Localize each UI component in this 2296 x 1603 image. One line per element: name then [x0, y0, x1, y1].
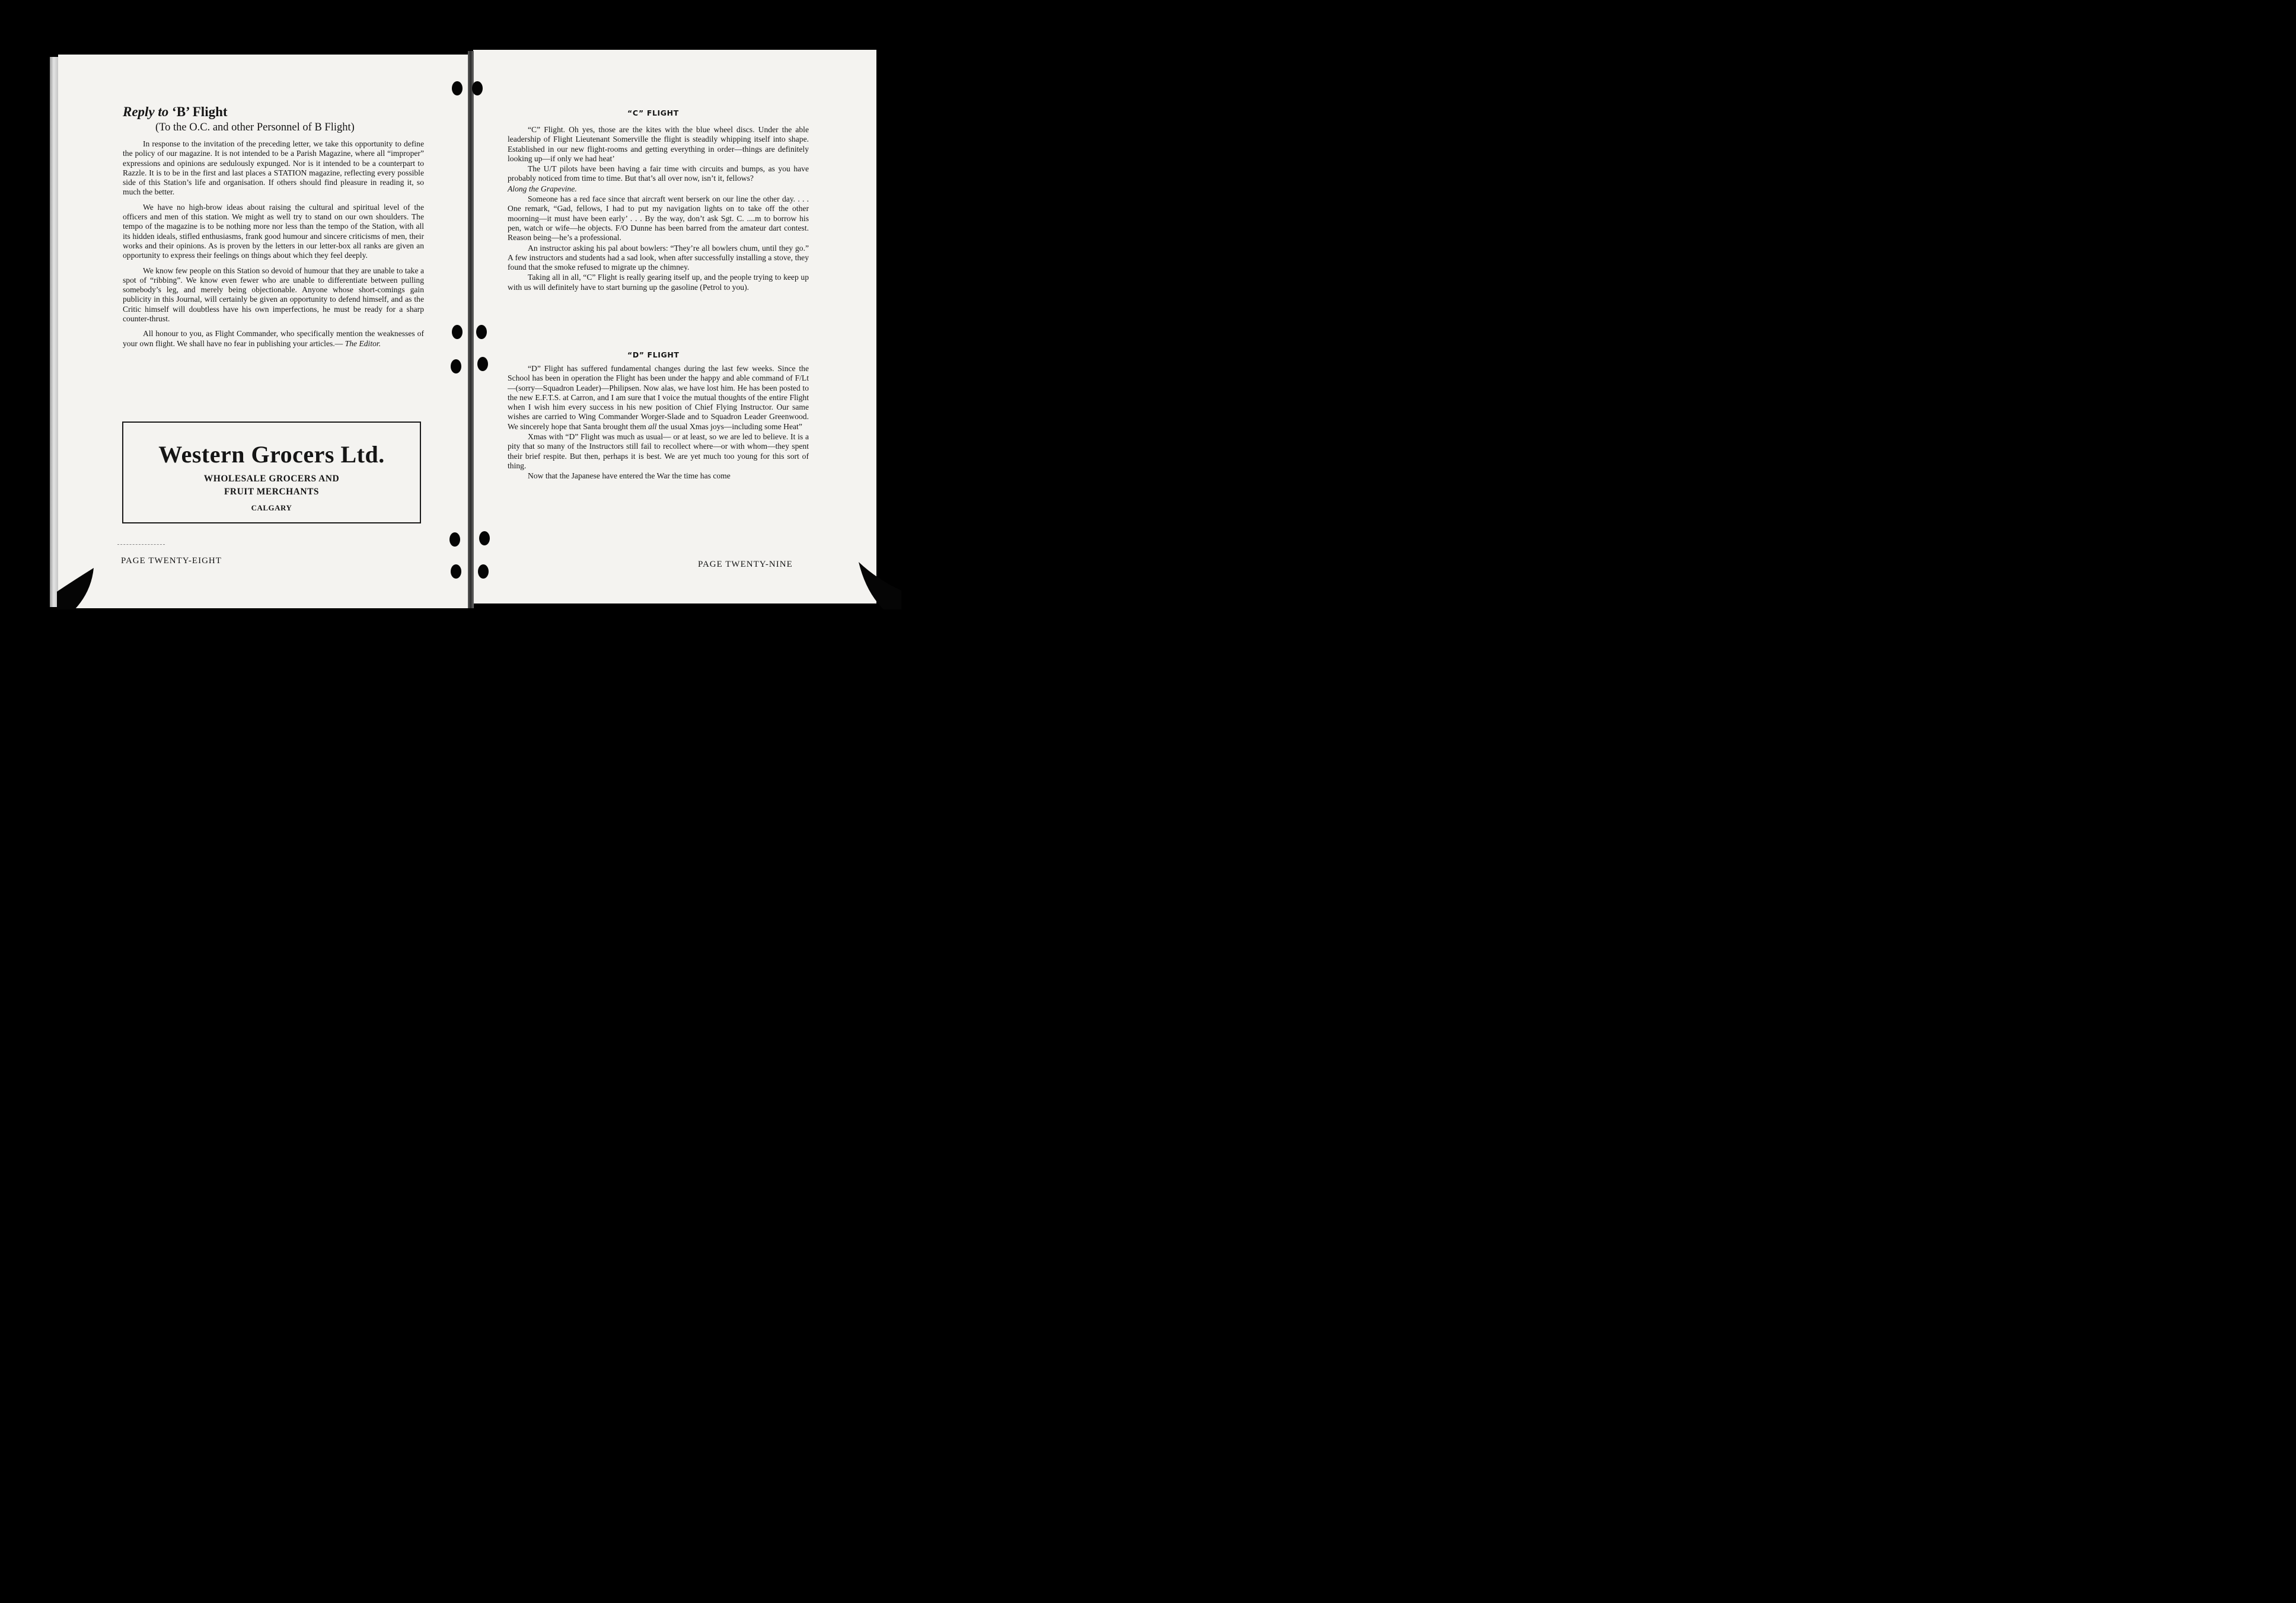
- article-title-italic: Reply to: [123, 104, 169, 119]
- paragraph: In response to the invitation of the preceding letter, we take this opportunity to define the policy of our magazine. It is not intended to be a Parish Magazine, where all “improper” expressions and opinions are sedulously expunged. Nor is it intended to be a counterpart to Razzle. It is to be in the first and last places a STATION magazine, reflecting every possible side of this Station’s life and organisation. If others should find pleasure in reading it, so much the better.: [123, 139, 424, 197]
- binding-hole: [451, 359, 461, 373]
- article-title-rest: ‘B’ Flight: [168, 104, 228, 119]
- grapevine-label: [508, 184, 809, 194]
- paragraph: Xmas with “D” Flight was much as usual— or at least, so we are led to believe. It is a pity that so many of the Instructors still fail to recollect where—or with whom—they spent their brief respite. But then, perhaps it is best. We are yet much too young for this sort of thing.: [508, 432, 809, 470]
- article-title: [123, 104, 228, 120]
- paragraph: We know few people on this Station so devoid of humour that they are unable to take a spot of “ribbing”. We know even fewer who are unable to differentiate between pulling somebody’s leg, and merely being objectionable. Anyone whose short-comings gain publicity in this Journal, will certainly be given an opportunity to defend himself, and as the Critic himself will doubtless have his own imperfections, he must be ready for a sharp counter-thrust.: [123, 266, 424, 324]
- advertisement: [122, 421, 421, 523]
- paragraph: The U/T pilots have been having a fair time with circuits and bumps, as you have probably noticed from time to time. But that’s all over now, isn’t it, fellows?: [508, 164, 809, 183]
- closing-text: All honour to you, as Flight Commander, who specifically mention the weaknesses of your own flight. We shall have no fear in publishing your articles.—: [123, 329, 424, 348]
- page-number-right: PAGE TWENTY-NINE: [698, 560, 793, 569]
- paragraph-emphasis: all: [648, 421, 657, 431]
- paragraph: [508, 364, 809, 432]
- page-clip-right: [854, 562, 901, 609]
- binding-hole: [451, 564, 461, 579]
- editor-signature: The Editor.: [345, 339, 381, 348]
- paragraph: Now that the Japanese have entered the War the time has come: [528, 471, 731, 481]
- d-flight-heading: “D” FLIGHT: [627, 350, 680, 359]
- closing-paragraph: [123, 329, 424, 349]
- paragraph: Someone has a red face since that aircraft went berserk on our line the other day. . . . One remark, “Gad, fellows, I had to put my navigation lights on to take off the other moorning—it must have been early’ . . . By the way, don’t ask Sgt. C. ....m to borrow his pen, watch or wife—he objects. F/O Dunne has been barred from the amateur dart contest. Reason being—he’s a professional.: [508, 194, 809, 242]
- paragraph: “C” Flight. Oh yes, those are the kites with the blue wheel discs. Under the able leadership of Flight Lieutenant Somerville the flight is steadily whipping itself into shape. Established in our new flight-rooms and getting everything in order—things are definitely looking up—if only we had heat’: [508, 125, 809, 163]
- paragraph: An instructor asking his pal about bowlers: “They’re all bowlers chum, until they go.” A few instructors and students had a sad look, when after successfully installing a stove, they found that the smoke refused to migrate up the chimney.: [508, 243, 809, 272]
- page-clip-left: [57, 568, 98, 609]
- left-article-body: [123, 139, 424, 354]
- c-flight-body: [508, 125, 809, 293]
- c-flight-heading: “C” FLIGHT: [627, 108, 679, 117]
- binding-hole: [472, 81, 483, 95]
- paragraph-text: the usual Xmas joys—including some Heat”: [656, 421, 802, 431]
- grapevine-label-text: Along the Grapevine.: [508, 184, 577, 193]
- paragraph: We have no high-brow ideas about raising the cultural and spiritual level of the officers and men of this station. We might as well try to stand on our own shoulders. The tempo of the magazine is to be nothing more nor less than the tempo of the Station, with all its hidden ideals, stifled enthusiasms, frank good humour and sincere criticisms of men, their works and their opinions. As is proven by the letters in our letter-box all ranks are given an opportunity to express their feelings on things about which they feel deeply.: [123, 202, 424, 260]
- ad-city: CALGARY: [251, 503, 292, 512]
- binding-hole: [479, 531, 490, 545]
- binding-hole: [452, 81, 463, 95]
- dotted-rule: [117, 544, 165, 545]
- ad-line-1: WHOLESALE GROCERS AND: [203, 474, 340, 484]
- binding-hole: [476, 325, 487, 339]
- article-subtitle: (To the O.C. and other Personnel of B Flight): [155, 122, 355, 133]
- page-number-left: PAGE TWENTY-EIGHT: [121, 556, 222, 566]
- binding-hole: [478, 564, 489, 579]
- d-flight-body: [508, 364, 809, 482]
- paragraph-text: “D” Flight has suffered fundamental changes during the last few weeks. Since the School has been in operation the Flight has been under the happy and able command of F/Lt—(sorry—Squadron Leader)—Philipsen. Now alas, we have lost him. He has been posted to the new E.F.T.S. at Carron, and I am sure that I voice the mutual thoughts of the entire Flight when I wish him every success in his new position of Chief Flying Instructor. Our same wishes are carried to Wing Commander Worger-Slade and to Squadron Leader Greenwood. We sincerely hope that Santa brought them: [508, 364, 809, 431]
- ad-line-2: FRUIT MERCHANTS: [224, 487, 320, 497]
- binding-hole: [477, 357, 488, 371]
- paragraph: Taking all in all, “C” Flight is really gearing itself up, and the people trying to keep up with us will definitely have to start burning up the gasoline (Petrol to you).: [508, 273, 809, 292]
- book-gutter: [468, 51, 474, 608]
- binding-hole: [452, 325, 463, 339]
- ad-company-name: Western Grocers Ltd.: [158, 441, 385, 468]
- binding-hole: [449, 532, 460, 547]
